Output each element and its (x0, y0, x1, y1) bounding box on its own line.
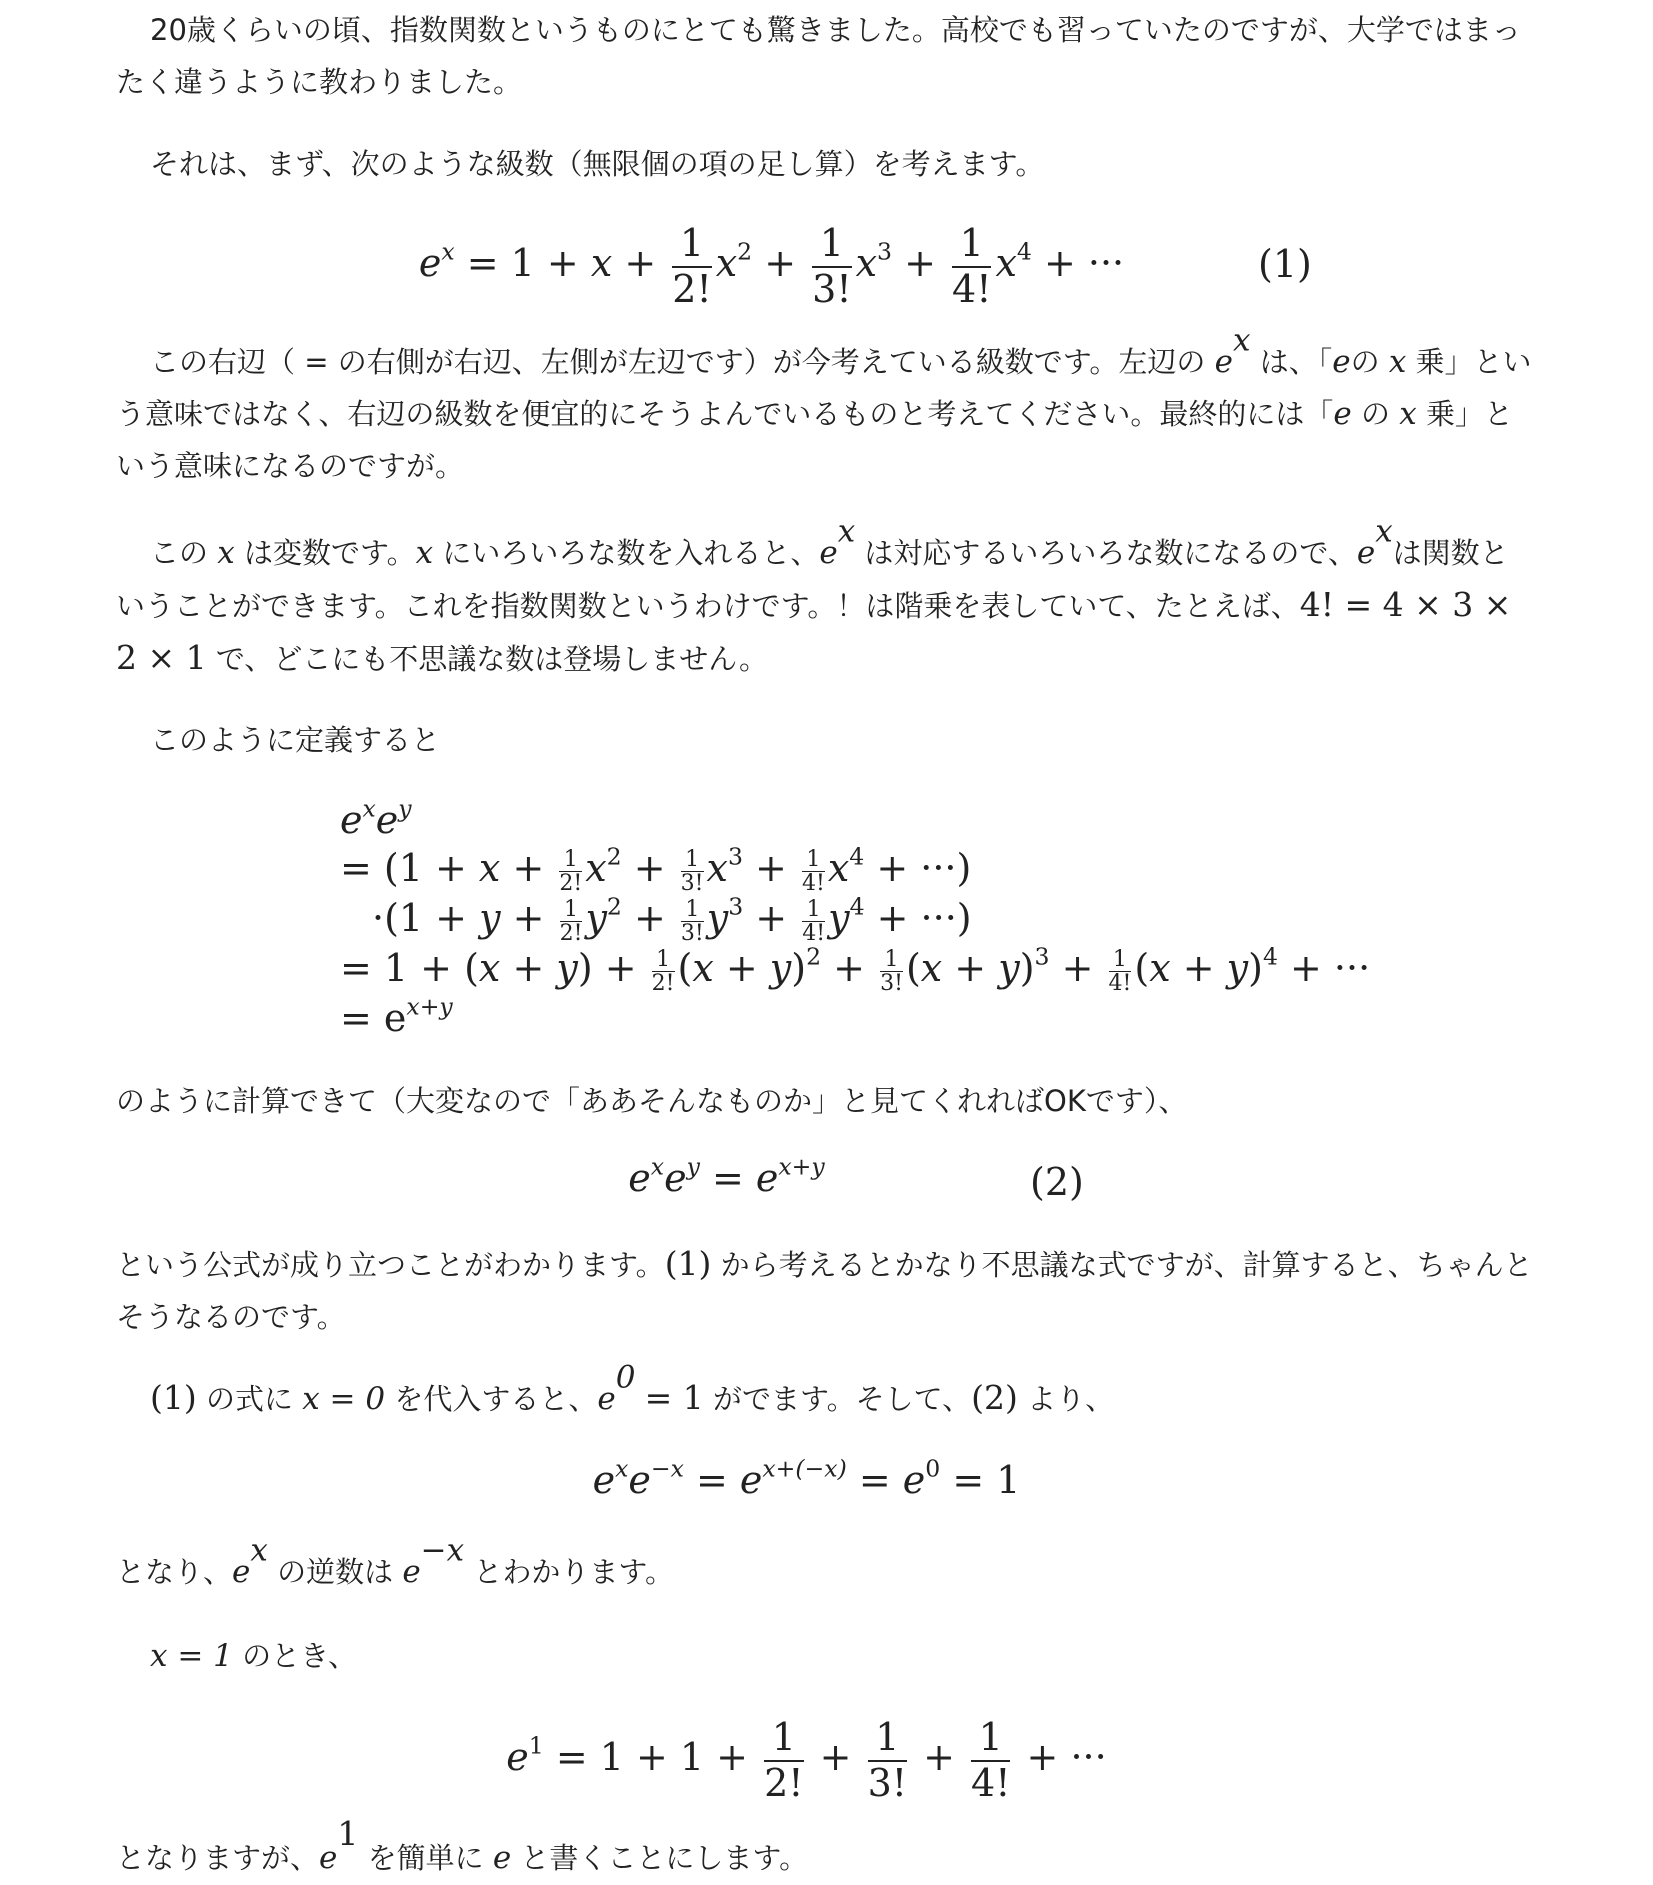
paragraph-formula-note: という公式が成り立つことがわかります。(1) から考えるとかなり不思議な式ですが、計算すると、ちゃんとそうなるのです。 (116, 1244, 1533, 1334)
fraction-e-1-over-2fact: $\frac{1}{2!}$ (764, 1715, 804, 1805)
fraction-1-over-3fact: $\frac{1}{3!}$ (812, 221, 852, 311)
equation-2: $e^xe^y = e^{x+y}$ (628, 1152, 825, 1200)
equation-2-tag: (2) (1030, 1160, 1084, 1204)
paragraph-series-explanation: この右辺（ = の右側が右辺、左側が左辺です）が今考えている級数です。左辺の $e^x$ は、「eの x 乗」という意味ではなく、右辺の級数を便宜的にそうよんでいるものと考えてください。最終的には「e の x 乗」という意味になるのですが。 (116, 322, 1532, 483)
paragraph-definition: このように定義すると (150, 723, 441, 757)
equation-4: $e^1 = 1 + 1$ + $\frac{1}{2!}$ + $\frac{1}{3!}$ + $\frac{1}{4!}$ + ··· (506, 1715, 1107, 1805)
paragraph-calculation-note: のように計算できて（大変なので「ああそんなものか」と見てくれればOKです）、 (116, 1084, 1188, 1118)
equation-1-tag: (1) (1258, 242, 1312, 286)
fraction-e-1-over-3fact: $\frac{1}{3!}$ (867, 1715, 908, 1805)
derivation-line-4: = 1 + (x + y) + $\frac{1}{2!}$ $(x + y)^2$ + $\frac{1}{3!}$ $(x + y)^3$ + $\frac{1}{4!}$ $(x + y)^4$ + ··· (340, 942, 1371, 996)
derivation-line-2: = (1 + x + $\frac{1}{2!}$ $x^2$ + $\frac{1}{3!}$ $x^3$ + $\frac{1}{4!}$ $x^4$ + ···) (340, 842, 972, 896)
equation-3: $e^xe^{-x} = e^{x+(-x)} = e^0 = 1$ (592, 1454, 1021, 1502)
paragraph-substitution: (1) の式に x = 0 を代入すると、$e^0 = 1$ がでます。そして、(2) より、 (150, 1359, 1115, 1417)
derivation-line-3: ·(1 + y + $\frac{1}{2!}$ $y^2$ + $\frac{1}{3!}$ $y^3$ + $\frac{1}{4!}$ $y^4$ + ···) (372, 892, 972, 946)
paragraph-e-notation: となりますが、$e^1$ を簡単に e と書くことにします。 (116, 1813, 809, 1876)
fraction-1-over-2fact: $\frac{1}{2!}$ (672, 221, 712, 311)
paragraph-series-intro: それは、まず、次のような級数（無限個の項の足し算）を考えます。 (150, 147, 1045, 181)
paragraph-reciprocal: となり、$e^x$ の逆数は $e^{-x}$ とわかります。 (116, 1532, 675, 1590)
paragraph-variable-explanation: この x は変数です。x にいろいろな数を入れると、$e^x$ は対応するいろいろな数になるので、$e^x$は関数ということができます。これを指数関数というわけです。！は階乗を表していて、たとえば、4! = 4 × 3 × 2 × 1 で、どこにも不思議な数は登場しません。 (116, 513, 1512, 677)
derivation-line-5: = $e^{x+y}$ (340, 992, 453, 1040)
paragraph-intro: 20歳くらいの頃、指数関数というものにとても驚きました。高校でも習っていたのですが、大学ではまったく違うように教わりました。 (116, 13, 1521, 99)
equation-1: $e^x = 1 + x$ + $\frac{1}{2!}$ $x^2$ + $\frac{1}{3!}$ $x^3$ + $\frac{1}{4!}$ $x^4$ + ··· (418, 221, 1125, 311)
derivation-line-1: $e^xe^y$ (340, 794, 412, 842)
paragraph-x-equals-1: x = 1 のとき、 (150, 1638, 357, 1674)
fraction-1-over-4fact: $\frac{1}{4!}$ (952, 221, 992, 311)
fraction-e-1-over-4fact: $\frac{1}{4!}$ (971, 1715, 1011, 1805)
